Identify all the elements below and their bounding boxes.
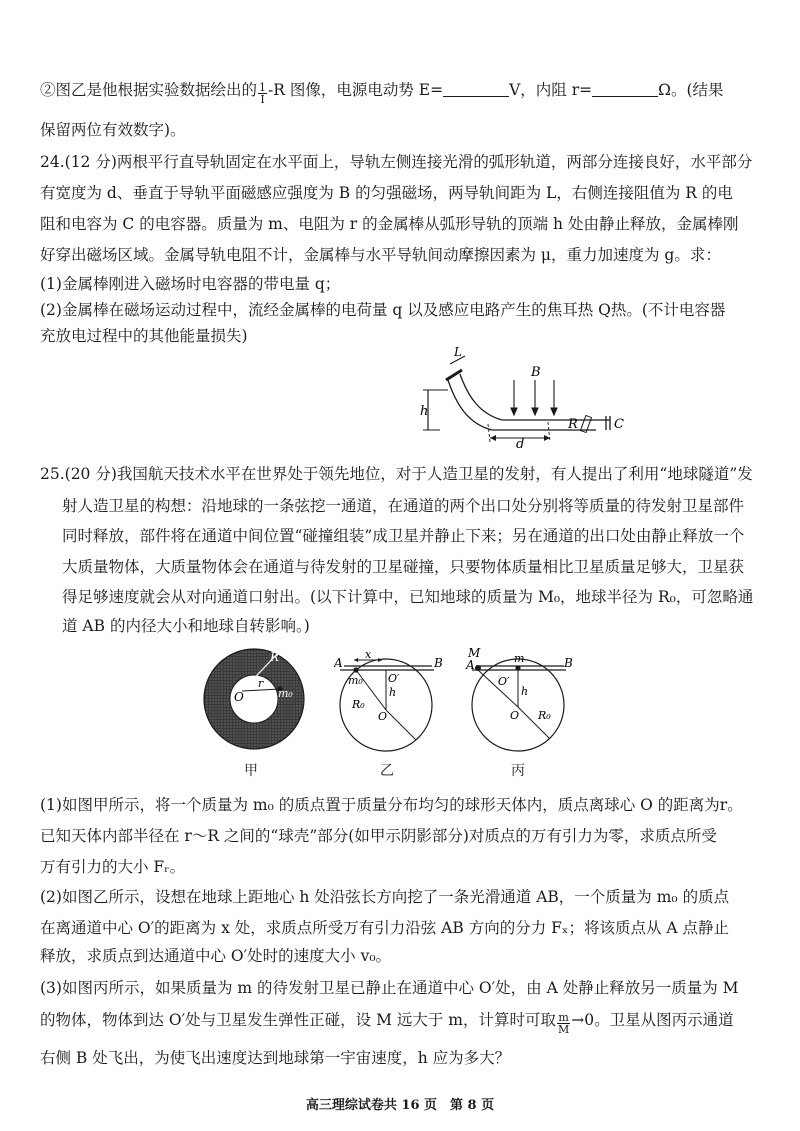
- bing-label-R0: R₀: [538, 709, 551, 722]
- figure-jia: [200, 645, 310, 755]
- yi-label-B: B: [434, 656, 443, 670]
- q24-line: (2)金属棒在磁场运动过程中，流经金属棒的电荷量 q 以及感应电路产生的焦耳热 Q热。(不计电容器: [40, 301, 726, 319]
- q24-line: 好穿出磁场区域。金属导轨电阻不计，金属棒与水平导轨间动摩擦因素为 μ，重力加速度为 g。求：: [40, 246, 721, 264]
- q23-text-b: -R 图像，电源电动势 E=: [268, 81, 444, 99]
- fraction-m-over-M: [557, 1012, 570, 1035]
- label-C: C: [614, 417, 624, 432]
- q25-p3-line-2: [40, 1008, 734, 1035]
- q25-line: 道 AB 的内径大小和地球自转影响。): [62, 617, 310, 635]
- q25-line: 大质量物体，大质量物体会在通道与待发射的卫星碰撞，只要物体质量相比卫星质量足够大，卫星获: [62, 558, 745, 576]
- jia-label-O: O: [234, 690, 244, 704]
- bing-label-B: B: [564, 656, 573, 670]
- yi-label-O: O: [378, 710, 388, 723]
- yi-label-h: h: [389, 686, 397, 699]
- q25-line: 射人造卫星的构想：沿地球的一条弦挖一通道，在通道的两个出口处分别将等质量的待发射卫星部件: [62, 497, 745, 515]
- q25-line: 得足够速度就会从对向通道口射出。(以下计算中，已知地球的质量为 M₀，地球半径为 R₀，可忽略通: [62, 588, 754, 606]
- q25-p1-line: (1)如图甲所示，将一个质量为 m₀ 的质点置于质量分布均匀的球形天体内，质点离球心 O 的距离为r。: [40, 796, 743, 814]
- fraction-1-over-i: [258, 82, 267, 105]
- jia-label-m0: m₀: [278, 687, 293, 700]
- q23-line-2: 保留两位有效数字)。: [40, 121, 186, 139]
- frac-num: m: [558, 1011, 569, 1024]
- q25-p3-line-3: 右侧 B 处飞出，为使飞出速度达到地球第一宇宙速度，h 应为多大？: [40, 1049, 511, 1067]
- caption-bing: 丙: [511, 763, 525, 779]
- q24-line: 有宽度为 d、垂直于导轨平面磁感应强度为 B 的匀强磁场，两导轨间距为 L，右侧连接阻值为 R 的电: [40, 184, 733, 202]
- bing-label-M: M: [468, 646, 481, 660]
- q23-text-d: Ω。(结果: [658, 81, 724, 99]
- page-footer: 高三理综试卷共 16 页 第 8 页: [305, 1098, 495, 1113]
- q25-p3-line-1: (3)如图丙所示，如果质量为 m 的待发射卫星已静止在通道中心 O′处，由 A 处静止释放另一质量为 M: [40, 979, 739, 997]
- bing-label-m: m: [514, 652, 525, 665]
- q25-line: 25.(20 分)我国航天技术水平在世界处于领先地位，对于人造卫星的发射，有人提出了利用“地球隧道”发: [40, 465, 753, 483]
- frac-num: 1: [259, 81, 267, 94]
- q24-rail-diagram: [410, 342, 640, 452]
- yi-label-m0: m₀: [348, 674, 363, 687]
- label-R: R: [568, 417, 578, 432]
- q25-line: 同时释放，部件将在通道中间位置“碰撞组装”成卫星并静止下来；另在通道的出口处由静止释放一个: [62, 527, 745, 545]
- bing-label-O: O: [510, 709, 520, 722]
- q23-text-c: V，内阻 r=: [509, 81, 593, 99]
- yi-label-Oprime: O′: [388, 672, 400, 685]
- yi-label-x: x: [365, 650, 372, 661]
- bing-label-A: A: [466, 658, 475, 672]
- q23-line-1: [40, 78, 724, 105]
- jia-label-R: R: [270, 650, 280, 664]
- answer-blank-resistance[interactable]: [592, 81, 658, 97]
- figure-bing: [464, 645, 574, 755]
- yi-label-R0: R₀: [352, 698, 365, 711]
- q25-p3-text-pre: 的物体，物体到达 O′处与卫星发生弹性正碰，设 M 远大于 m，计算时可取: [40, 1011, 557, 1029]
- q24-line: 24.(12 分)两根平行直导轨固定在水平面上，导轨左侧连接光滑的弧形轨道，两部分连接良好，水平部分: [40, 153, 753, 171]
- q24-line: (1)金属棒刚进入磁场时电容器的带电量 q；: [40, 275, 341, 293]
- bing-label-h: h: [521, 685, 529, 698]
- bing-label-Oprime: O′: [498, 675, 510, 688]
- q25-p1-line: 万有引力的大小 Fᵣ。: [40, 858, 186, 876]
- q25-p3-text-post: →0。卫星从图丙示通道: [571, 1011, 734, 1029]
- q25-p1-line: 已知天体内部半径在 r～R 之间的“球壳”部分(如甲示阴影部分)对质点的万有引力为零，求质点所受: [40, 827, 717, 845]
- q25-p2-line: 在离通道中心 O′的距离为 x 处，求质点所受万有引力沿弦 AB 方向的分力 Fₓ；将该质点从 A 点静止: [40, 919, 729, 937]
- label-B: B: [531, 365, 541, 380]
- label-L: L: [454, 345, 462, 359]
- q24-line: 充放电过程中的其他能量损失): [40, 327, 248, 345]
- caption-yi: 乙: [380, 763, 394, 779]
- frac-den: M: [558, 1023, 570, 1036]
- yi-label-A: A: [334, 656, 343, 670]
- q25-p2-line: 释放，求质点到达通道中心 O′处时的速度大小 v₀。: [40, 947, 392, 965]
- q23-text-a: ②图乙是他根据实验数据绘出的: [40, 81, 258, 99]
- label-h: h: [420, 404, 429, 419]
- frac-den: I: [260, 93, 265, 106]
- q25-p2-line: (2)如图乙所示，设想在地球上距地心 h 处沿弦长方向挖了一条光滑通道 AB，一个质量为 m₀ 的质点: [40, 888, 730, 906]
- answer-blank-emf[interactable]: [443, 81, 509, 97]
- q24-line: 阻和电容为 C 的电容器。质量为 m、电阻为 r 的金属棒从弧形导轨的顶端 h 处由静止释放，金属棒刚: [40, 215, 739, 233]
- figure-yi: [334, 650, 444, 755]
- caption-jia: 甲: [244, 763, 258, 779]
- jia-label-r: r: [258, 677, 264, 690]
- label-d: d: [516, 437, 525, 452]
